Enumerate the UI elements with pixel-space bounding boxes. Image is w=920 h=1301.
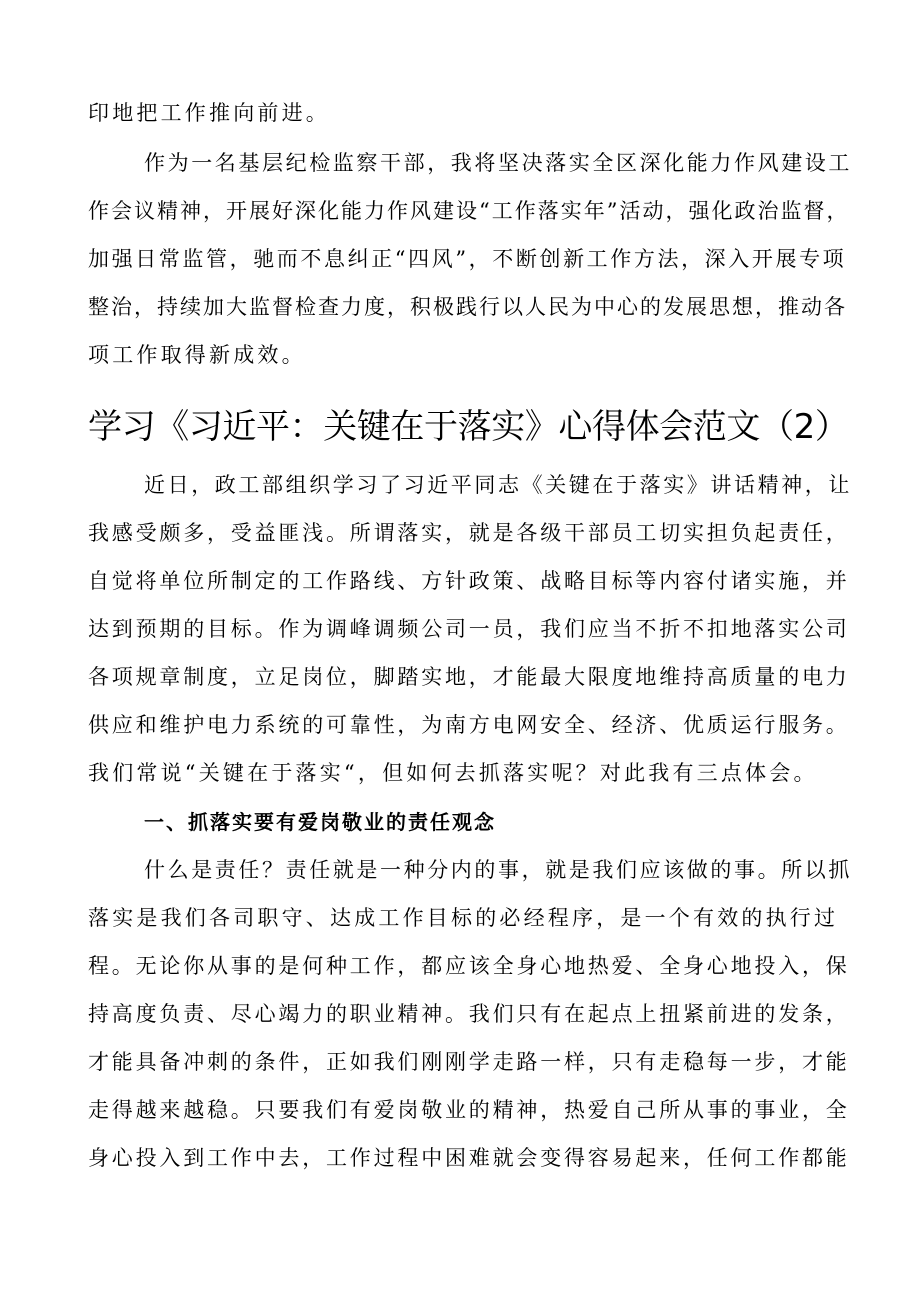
text-line: 整治，持续加大监督检查力度，积极践行以人民为中心的发展思想，推动各 <box>88 295 847 319</box>
text-line: 近日，政工部组织学习了习近平同志《关键在于落实》讲话精神，让 <box>144 473 852 497</box>
text-line: 持高度负责、尽心竭力的职业精神。我们只有在起点上扭紧前进的发条， <box>88 1002 850 1026</box>
text-line: 程。无论你从事的是何种工作，都应该全身心地热爱、全身心地投入，保 <box>88 954 850 978</box>
text-line: 达到预期的目标。作为调峰调频公司一员，我们应当不折不扣地落实公司 <box>88 617 850 641</box>
text-line: 我感受颇多，受益匪浅。所谓落实，就是各级干部员工切实担负起责任， <box>88 521 850 545</box>
text-line: 身心投入到工作中去，工作过程中困难就会变得容易起来，任何工作都能 <box>88 1146 850 1170</box>
text-line: 我们常说“关键在于落实“，但如何去抓落实呢？对此我有三点体会。 <box>88 761 818 785</box>
text-line: 走得越来越稳。只要我们有爱岗敬业的精神，热爱自己所从事的事业，全 <box>88 1098 850 1122</box>
section-heading: 学习《习近平：关键在于落实》心得体会范文（2） <box>88 407 849 447</box>
text-line: 才能具备冲刺的条件，正如我们刚刚学走路一样，只有走稳每一步，才能 <box>88 1050 850 1074</box>
text-line: 作会议精神，开展好深化能力作风建设“工作落实年”活动，强化政治监督， <box>88 199 850 223</box>
text-line: 作为一名基层纪检监察干部，我将坚决落实全区深化能力作风建设工 <box>144 151 852 175</box>
text-line: 供应和维护电力系统的可靠性，为南方电网安全、经济、优质运行服务。 <box>88 713 850 737</box>
text-line: 项工作取得新成效。 <box>88 343 306 367</box>
text-line: 落实是我们各司职守、达成工作目标的必经程序，是一个有效的执行过 <box>88 906 839 930</box>
text-line: 印地把工作推向前进。 <box>88 101 330 125</box>
text-line: 各项规章制度，立足岗位，脚踏实地，才能最大限度地维持高质量的电力 <box>88 665 850 689</box>
text-line: 加强日常监管，驰而不息纠正“四风”，不断创新工作方法，深入开展专项 <box>88 247 847 271</box>
subsection-heading: 一、抓落实要有爱岗敬业的责任观念 <box>144 810 496 834</box>
text-line: 什么是责任？责任就是一种分内的事，就是我们应该做的事。所以抓 <box>144 858 852 882</box>
text-line: 自觉将单位所制定的工作路线、方针政策、战略目标等内容付诸实施，并 <box>88 569 850 593</box>
